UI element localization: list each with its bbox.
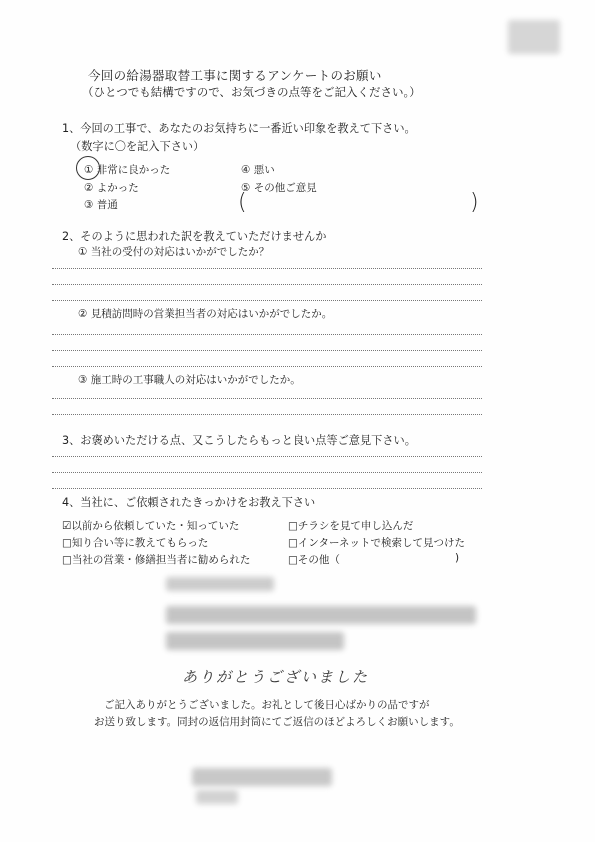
handwritten-thanks: ありがとうございました [182,668,370,686]
redacted-signature [192,768,332,786]
question-3: 3、お褒めいただける点、又こうしたらもっと良い点等ご意見下さい。 [62,434,416,447]
answer-line[interactable] [52,488,482,489]
q1-option-3[interactable]: ③ 普通 [84,199,118,211]
redacted-handwriting [166,632,344,650]
survey-subtitle: （ひとつでも結構ですので、お気づきの点等をご記入ください。） [82,85,421,99]
q4-option-sales[interactable]: □当社の営業・修繕担当者に勧められた [62,554,251,566]
q4-option-other[interactable]: □その他（ [288,554,340,566]
answer-line[interactable] [52,300,482,301]
question-2: 2、そのように思われた訳を教えていただけませんか [62,230,327,243]
redacted-signature [196,790,238,804]
question-1: 1、今回の工事で、あなたのお気持ちに一番近い印象を教えて下さい。 [62,122,416,135]
answer-line[interactable] [52,366,482,367]
answer-line[interactable] [52,472,482,473]
redacted-handwriting [166,606,476,624]
q4-option-other-close: ) [455,552,460,564]
question-4: 4、当社に、ご依頼されたきっかけをお教え下さい [62,496,316,509]
footer-line-2: お送り致します。同封の返信用封筒にてご返信のほどよろしくお願いします。 [94,716,460,728]
q4-option-prior[interactable]: ☑以前から依頼していた・知っていた [62,520,240,532]
q2-sub-1: ① 当社の受付の対応はいかがでしたか？ [78,246,270,258]
answer-line[interactable] [52,456,482,457]
q1-option-4[interactable]: ④ 悪い [241,164,275,176]
footer-line-1: ご記入ありがとうございました。お礼として後日心ばかりの品ですが [104,699,430,711]
q2-sub-3: ③ 施工時の工事職人の対応はいかがでしたか。 [78,374,301,386]
q1-option-2[interactable]: ② よかった [84,182,139,194]
q1-other-paren-close: ) [470,190,479,215]
answer-line[interactable] [52,268,482,269]
answer-line[interactable] [52,398,482,399]
survey-title: 今回の給湯器取替工事に関するアンケートのお願い [88,68,382,83]
q1-other-paren-open: ( [238,190,247,215]
redacted-handwriting [166,577,274,591]
q4-option-internet[interactable]: □インターネットで検索して見つけた [288,537,465,549]
answer-line[interactable] [52,334,482,335]
q1-option-5[interactable]: ⑤ その他ご意見 [241,182,317,194]
q2-sub-2: ② 見積訪問時の営業担当者の対応はいかがでしたか。 [78,308,333,320]
question-1-note: （数字に〇を記入下さい） [70,140,205,153]
answer-line[interactable] [52,284,482,285]
answer-line[interactable] [52,350,482,351]
q4-option-referral[interactable]: □知り合い等に教えてもらった [62,537,209,549]
answer-line[interactable] [52,414,482,415]
q4-option-flyer[interactable]: □チラシを見て申し込んだ [288,520,414,532]
redacted-stamp [508,20,560,54]
q1-option-1[interactable]: ① 非常に良かった [84,164,171,176]
